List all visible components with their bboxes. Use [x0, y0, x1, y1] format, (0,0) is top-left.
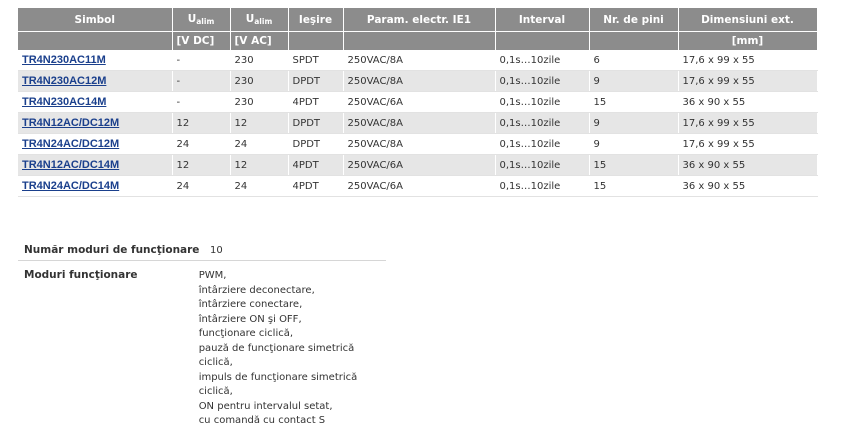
cell-vdc: 12 — [172, 155, 230, 176]
cell-output: DPDT — [288, 113, 343, 134]
cell-output: 4PDT — [288, 176, 343, 197]
mode-item: întârziere conectare, — [198, 299, 303, 310]
unit-iesire — [288, 32, 343, 51]
mode-item: pauză de funcţionare simetrică ciclică, — [198, 342, 355, 368]
cell-pins: 9 — [589, 71, 678, 92]
table-row — [18, 113, 817, 134]
table-units-row — [18, 32, 817, 51]
unit-interval — [495, 32, 589, 51]
cell-interval: 0,1s…10zile — [495, 92, 589, 113]
product-link[interactable]: TR4N24AC/DC12M — [22, 138, 120, 150]
table-header-row — [18, 8, 817, 32]
cell-interval: 0,1s…10zile — [495, 50, 589, 71]
unit-dimensiuni: [mm] — [678, 32, 817, 51]
cell-dims: 17,6 x 99 x 55 — [678, 71, 817, 92]
product-link[interactable]: TR4N230AC11M — [22, 54, 106, 66]
cell-pins: 15 — [589, 92, 678, 113]
cell-vac: 12 — [230, 155, 288, 176]
product-link[interactable]: TR4N230AC12M — [22, 75, 107, 87]
col-header-interval[interactable]: Interval — [495, 8, 589, 32]
unit-vac: [V AC] — [230, 32, 288, 51]
cell-output: SPDT — [288, 50, 343, 71]
cell-vac: 24 — [230, 134, 288, 155]
modes-label: Moduri funcţionare — [24, 269, 138, 281]
mode-item: întârziere deconectare, — [198, 284, 315, 296]
cell-pins: 6 — [589, 50, 678, 71]
cell-param: 250VAC/6A — [343, 155, 495, 176]
unit-param — [343, 32, 495, 51]
mode-item: impuls de funcţionare simetrică ciclică, — [198, 371, 358, 397]
cell-vac: 230 — [230, 71, 288, 92]
cell-dims: 36 x 90 x 55 — [678, 155, 817, 176]
unit-simbol — [18, 32, 172, 51]
col-header-pini[interactable]: Nr. de pini — [589, 8, 678, 32]
cell-interval: 0,1s…10zile — [495, 71, 589, 92]
cell-param: 250VAC/8A — [343, 50, 495, 71]
modes-list — [195, 266, 386, 432]
product-link[interactable]: TR4N12AC/DC14M — [22, 159, 120, 171]
cell-dims: 17,6 x 99 x 55 — [678, 134, 817, 155]
cell-interval: 0,1s…10zile — [495, 134, 589, 155]
cell-dims: 17,6 x 99 x 55 — [678, 113, 817, 134]
properties-section — [18, 240, 386, 432]
col-header-dimensiuni[interactable]: Dimensiuni ext. — [678, 8, 817, 32]
unit-vdc: [V DC] — [172, 32, 230, 51]
table-row — [18, 155, 817, 176]
cell-output: DPDT — [288, 71, 343, 92]
property-row-modes — [18, 261, 386, 432]
mode-item: PWM, — [198, 270, 227, 281]
cell-vac: 230 — [230, 92, 288, 113]
cell-pins: 15 — [589, 155, 678, 176]
table-row — [18, 92, 817, 113]
cell-output: 4PDT — [288, 92, 343, 113]
cell-vac: 230 — [230, 50, 288, 71]
cell-dims: 36 x 90 x 55 — [678, 176, 817, 197]
modes-count-label: Număr moduri de funcţionare — [24, 244, 200, 256]
cell-vdc: - — [172, 50, 230, 71]
cell-dims: 36 x 90 x 55 — [678, 92, 817, 113]
cell-vac: 12 — [230, 113, 288, 134]
col-header-ualim-dc[interactable]: $U_{alim}$ — [172, 8, 230, 32]
cell-vdc: 12 — [172, 113, 230, 134]
cell-vdc: 24 — [172, 134, 230, 155]
mode-item: cu comandă cu contact S — [198, 415, 326, 426]
cell-param: 250VAC/8A — [343, 113, 495, 134]
mode-item: ON pentru intervalul setat, — [198, 400, 333, 412]
product-link[interactable]: TR4N12AC/DC12M — [22, 117, 120, 129]
modes-count-value: 10 — [210, 244, 223, 256]
col-header-ualim-ac[interactable]: $U_{alim}$ — [230, 8, 288, 32]
cell-pins: 15 — [589, 176, 678, 197]
mode-item: întârziere ON şi OFF, — [198, 313, 302, 325]
col-header-simbol[interactable]: Simbol — [18, 8, 172, 32]
cell-vac: 24 — [230, 176, 288, 197]
cell-pins: 9 — [589, 113, 678, 134]
table-row — [18, 176, 817, 197]
cell-param: 250VAC/6A — [343, 92, 495, 113]
cell-vdc: 24 — [172, 176, 230, 197]
col-header-param[interactable]: Param. electr. IE1 — [343, 8, 495, 32]
col-header-iesire[interactable]: Ieşire — [288, 8, 343, 32]
unit-pini — [589, 32, 678, 51]
cell-output: 4PDT — [288, 155, 343, 176]
cell-interval: 0,1s…10zile — [495, 155, 589, 176]
table-row — [18, 71, 817, 92]
cell-param: 250VAC/8A — [343, 71, 495, 92]
cell-interval: 0,1s…10zile — [495, 113, 589, 134]
product-spec-table — [18, 8, 818, 197]
table-row — [18, 50, 817, 71]
cell-vdc: - — [172, 92, 230, 113]
product-link[interactable]: TR4N230AC14M — [22, 96, 107, 108]
mode-item: funcţionare ciclică, — [198, 328, 294, 339]
cell-param: 250VAC/6A — [343, 176, 495, 197]
cell-vdc: - — [172, 71, 230, 92]
cell-output: DPDT — [288, 134, 343, 155]
table-row — [18, 134, 817, 155]
property-row-modes-count — [18, 240, 386, 261]
cell-param: 250VAC/8A — [343, 134, 495, 155]
cell-pins: 9 — [589, 134, 678, 155]
cell-dims: 17,6 x 99 x 55 — [678, 50, 817, 71]
product-link[interactable]: TR4N24AC/DC14M — [22, 180, 120, 192]
cell-interval: 0,1s…10zile — [495, 176, 589, 197]
